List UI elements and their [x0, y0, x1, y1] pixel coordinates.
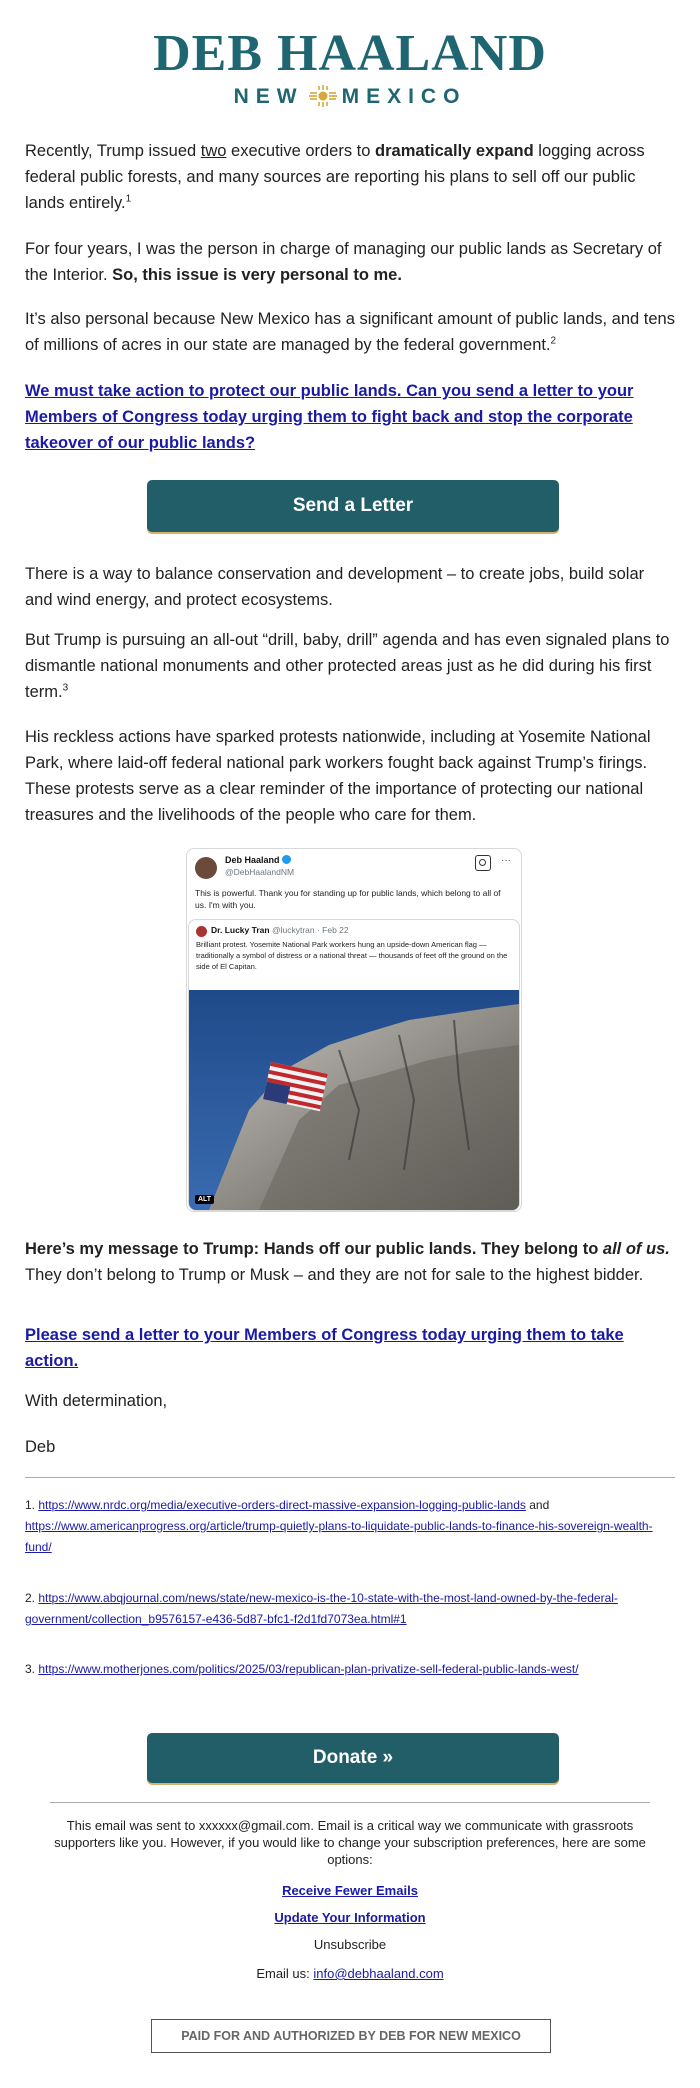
- receive-fewer-emails-link[interactable]: Receive Fewer Emails: [282, 1883, 418, 1898]
- instagram-icon[interactable]: [475, 855, 491, 871]
- footnote-3-number: 3.: [25, 1662, 39, 1676]
- footnote-3: [25, 1659, 675, 1680]
- quoted-avatar: [196, 926, 207, 937]
- footnote-ref-2: 2: [550, 335, 557, 347]
- cta-link-take-action[interactable]: Please send a letter to your Members of Congress today urging them to take action.: [25, 1326, 624, 1370]
- verified-badge-icon: [282, 855, 291, 864]
- paid-for-disclaimer: PAID FOR AND AUTHORIZED BY DEB FOR NEW MEXICO: [151, 2019, 551, 2053]
- p5-text: But Trump is pursuing an all-out “drill, baby, drill” agenda and has even signaled plans to dismantle national monuments and other protected areas just as he did during his first term.: [25, 631, 670, 701]
- footnote-1-link-nrdc[interactable]: https://www.nrdc.org/media/executive-orders-direct-massive-expansion-logging-public-lands: [38, 1498, 526, 1512]
- footnote-2-link-abqjournal[interactable]: https://www.abqjournal.com/news/state/new-mexico-is-the-10-state-with-the-most-land-owned-by-the-federal-government/collection_b9576157-e436-5d87-bfc1-f2d1fd7073ea.html#1: [25, 1591, 618, 1626]
- p1-text-c: executive orders to: [226, 142, 376, 160]
- update-information-link[interactable]: Update Your Information: [274, 1910, 426, 1925]
- unsubscribe-link[interactable]: Unsubscribe: [313, 1937, 387, 1952]
- quoted-author: [211, 925, 349, 935]
- footnote-1-link-americanprogress[interactable]: https://www.americanprogress.org/article/trump-quietly-plans-to-liquidate-public-lands-to-finance-his-sovereign-wealth-fund/: [25, 1519, 653, 1554]
- p2-text: For four years, I was the person in charge of managing our public lands as Secretary of the Interior.: [25, 240, 662, 284]
- paragraph-new-mexico: [25, 306, 675, 358]
- paragraph-executive-orders: [25, 138, 675, 216]
- p1-text-e: logging across federal public forests, and many sources are reporting his plans to sell off our public lands entirely.: [25, 142, 645, 212]
- divider: [25, 1477, 675, 1478]
- zia-sun-icon: [308, 84, 338, 108]
- send-letter-button[interactable]: Send a Letter: [147, 480, 559, 532]
- tweet-handle: @DebHaalandNM: [225, 867, 295, 877]
- logo-state-left: NEW: [233, 85, 304, 108]
- footer-email: [0, 1966, 700, 1981]
- quoted-text: Brilliant protest. Yosemite National Park workers hung an upside-down American flag — traditionally a symbol of distress or a national threat — thousands of feet off the ground on the side of El Capitan.: [196, 940, 508, 971]
- logo-state-right: MEXICO: [341, 85, 467, 108]
- footnote-3-link-motherjones[interactable]: https://www.motherjones.com/politics/2025/03/republican-plan-privatize-sell-federal-public-lands-west/: [38, 1662, 579, 1676]
- p1-text-a: Recently, Trump issued: [25, 142, 201, 160]
- p7-text: They don’t belong to Trump or Musk – and they are not for sale to the highest bidder.: [25, 1266, 644, 1284]
- p2-bold: So, this issue is very personal to me.: [112, 266, 402, 284]
- signature: Deb: [25, 1438, 56, 1456]
- footnote-2-number: 2.: [25, 1591, 39, 1605]
- quoted-author-name: Dr. Lucky Tran: [211, 925, 270, 935]
- footnote-ref-3: 3: [62, 682, 69, 694]
- paragraph-secretary: [25, 236, 675, 288]
- footnote-1: [25, 1495, 675, 1558]
- paragraph-protests: His reckless actions have sparked protests nationwide, including at Yosemite National Park, where laid-off federal national park workers fought back against Trump’s firings. These protests serve as a clear reminder of the importance of protecting our national treasures and the livelihoods of the people who care for them.: [25, 728, 651, 824]
- footer-divider: [50, 1802, 650, 1803]
- more-options-icon[interactable]: ···: [501, 855, 511, 866]
- cta-link-send-letter[interactable]: We must take action to protect our public lands. Can you send a letter to your Members of Congress today urging them to fight back and stop the corporate takeover of our public lands?: [25, 382, 634, 452]
- logo-name: DEB HAALAND: [153, 25, 547, 82]
- p7-bold-italic: all of us.: [602, 1240, 670, 1258]
- quoted-author-meta: @luckytran · Feb 22: [271, 925, 349, 935]
- p3-text: It’s also personal because New Mexico has a significant amount of public lands, and tens of millions of acres in our state are managed by the federal government.: [25, 310, 675, 354]
- yosemite-flag-photo: [189, 990, 519, 1210]
- footnote-ref-1: 1: [125, 193, 132, 205]
- footer-email-link[interactable]: info@debhaaland.com: [313, 1966, 444, 1981]
- paragraph-drill: [25, 627, 675, 705]
- footnote-1-and: and: [525, 1498, 550, 1512]
- p1-bold: dramatically expand: [375, 142, 534, 160]
- logo-state: [0, 84, 700, 109]
- tweet-text: This is powerful. Thank you for standing up for public lands, which belong to all of us. I'm with you.: [195, 888, 501, 910]
- closing: With determination,: [25, 1392, 168, 1410]
- alt-text-badge[interactable]: ALT: [195, 1195, 214, 1204]
- footer-notice: This email was sent to xxxxxx@gmail.com. Email is a critical way we communicate with grassroots supporters like you. However, if you would like to change your subscription preferences, here are some options:: [54, 1818, 646, 1867]
- avatar: [195, 857, 217, 879]
- footer-email-label: Email us:: [256, 1966, 314, 1981]
- quoted-tweet[interactable]: [188, 919, 520, 1211]
- donate-button[interactable]: Donate »: [147, 1733, 559, 1783]
- p7-bold: Here’s my message to Trump: Hands off our public lands. They belong to: [25, 1240, 603, 1258]
- tweet-author-name: Deb Haaland: [225, 855, 280, 865]
- paragraph-message-to-trump: [25, 1236, 675, 1288]
- paragraph-balance: There is a way to balance conservation and development – to create jobs, build solar and wind energy, and protect ecosystems.: [25, 565, 645, 609]
- header-logo: [0, 0, 700, 118]
- embedded-tweet[interactable]: [186, 848, 522, 1212]
- footnote-1-number: 1.: [25, 1498, 39, 1512]
- tweet-author: [225, 855, 291, 865]
- footnote-2: [25, 1588, 675, 1630]
- p1-underlined: two: [200, 142, 227, 160]
